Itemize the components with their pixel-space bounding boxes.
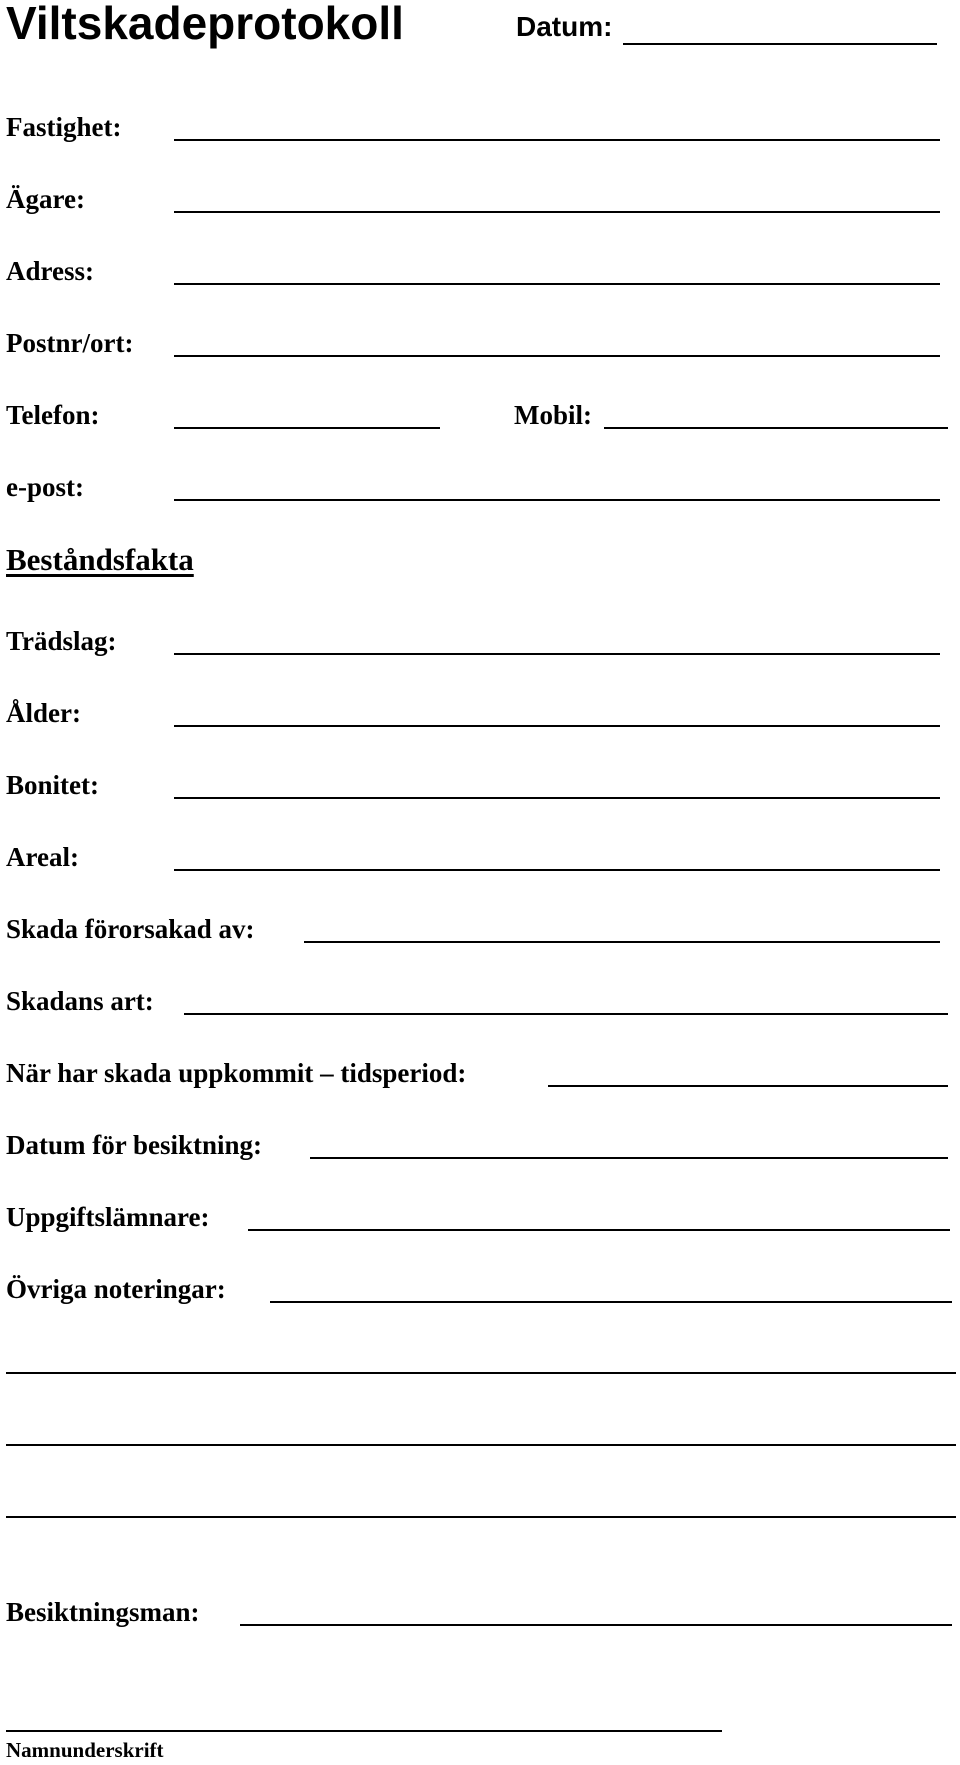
caused-by-line[interactable] bbox=[304, 941, 940, 943]
postnr-ort-label: Postnr/ort: bbox=[6, 328, 134, 358]
bonitet-label: Bonitet: bbox=[6, 770, 99, 800]
fastighet-label: Fastighet: bbox=[6, 112, 122, 142]
inspection-date-line[interactable] bbox=[310, 1157, 948, 1159]
inspection-date-label: Datum för besiktning: bbox=[6, 1130, 263, 1160]
signature-line[interactable] bbox=[6, 1730, 722, 1732]
caused-by-label: Skada förorsakad av: bbox=[6, 914, 255, 944]
telefon-line[interactable] bbox=[174, 427, 440, 429]
informant-label: Uppgiftslämnare: bbox=[6, 1202, 210, 1232]
inspector-line[interactable] bbox=[240, 1624, 952, 1626]
alder-label: Ålder: bbox=[6, 698, 81, 728]
when-period-label: När har skada uppkommit – tidsperiod: bbox=[6, 1058, 467, 1088]
notes-line-1[interactable] bbox=[6, 1372, 956, 1374]
tradslag-label: Trädslag: bbox=[6, 626, 117, 656]
name-signature-label: Namnunderskrift bbox=[6, 1738, 164, 1762]
adress-line[interactable] bbox=[174, 283, 940, 285]
adress-label: Adress: bbox=[6, 256, 95, 286]
postnr-ort-line[interactable] bbox=[174, 355, 940, 357]
date-line[interactable] bbox=[623, 43, 937, 45]
inspector-label: Besiktningsman: bbox=[6, 1597, 200, 1627]
areal-label: Areal: bbox=[6, 842, 79, 872]
areal-line[interactable] bbox=[174, 869, 940, 871]
when-period-line[interactable] bbox=[548, 1085, 948, 1087]
date-label: Datum: bbox=[516, 11, 613, 42]
damage-type-line[interactable] bbox=[184, 1013, 948, 1015]
tradslag-line[interactable] bbox=[174, 653, 940, 655]
alder-line[interactable] bbox=[174, 725, 940, 727]
fastighet-line[interactable] bbox=[174, 139, 940, 141]
informant-line[interactable] bbox=[248, 1229, 950, 1231]
epost-line[interactable] bbox=[174, 499, 940, 501]
epost-label: e-post: bbox=[6, 472, 84, 502]
telefon-label: Telefon: bbox=[6, 400, 100, 430]
other-notes-label: Övriga noteringar: bbox=[6, 1274, 226, 1304]
agare-label: Ägare: bbox=[6, 184, 85, 214]
mobil-line[interactable] bbox=[604, 427, 948, 429]
form-title: Viltskadeprotokoll bbox=[6, 0, 404, 49]
section-heading-bestandsfakta: Beståndsfakta bbox=[6, 542, 194, 577]
agare-line[interactable] bbox=[174, 211, 940, 213]
mobil-label: Mobil: bbox=[514, 400, 592, 430]
damage-type-label: Skadans art: bbox=[6, 986, 154, 1016]
bonitet-line[interactable] bbox=[174, 797, 940, 799]
other-notes-line[interactable] bbox=[270, 1301, 952, 1303]
notes-line-2[interactable] bbox=[6, 1444, 956, 1446]
notes-line-3[interactable] bbox=[6, 1516, 956, 1518]
